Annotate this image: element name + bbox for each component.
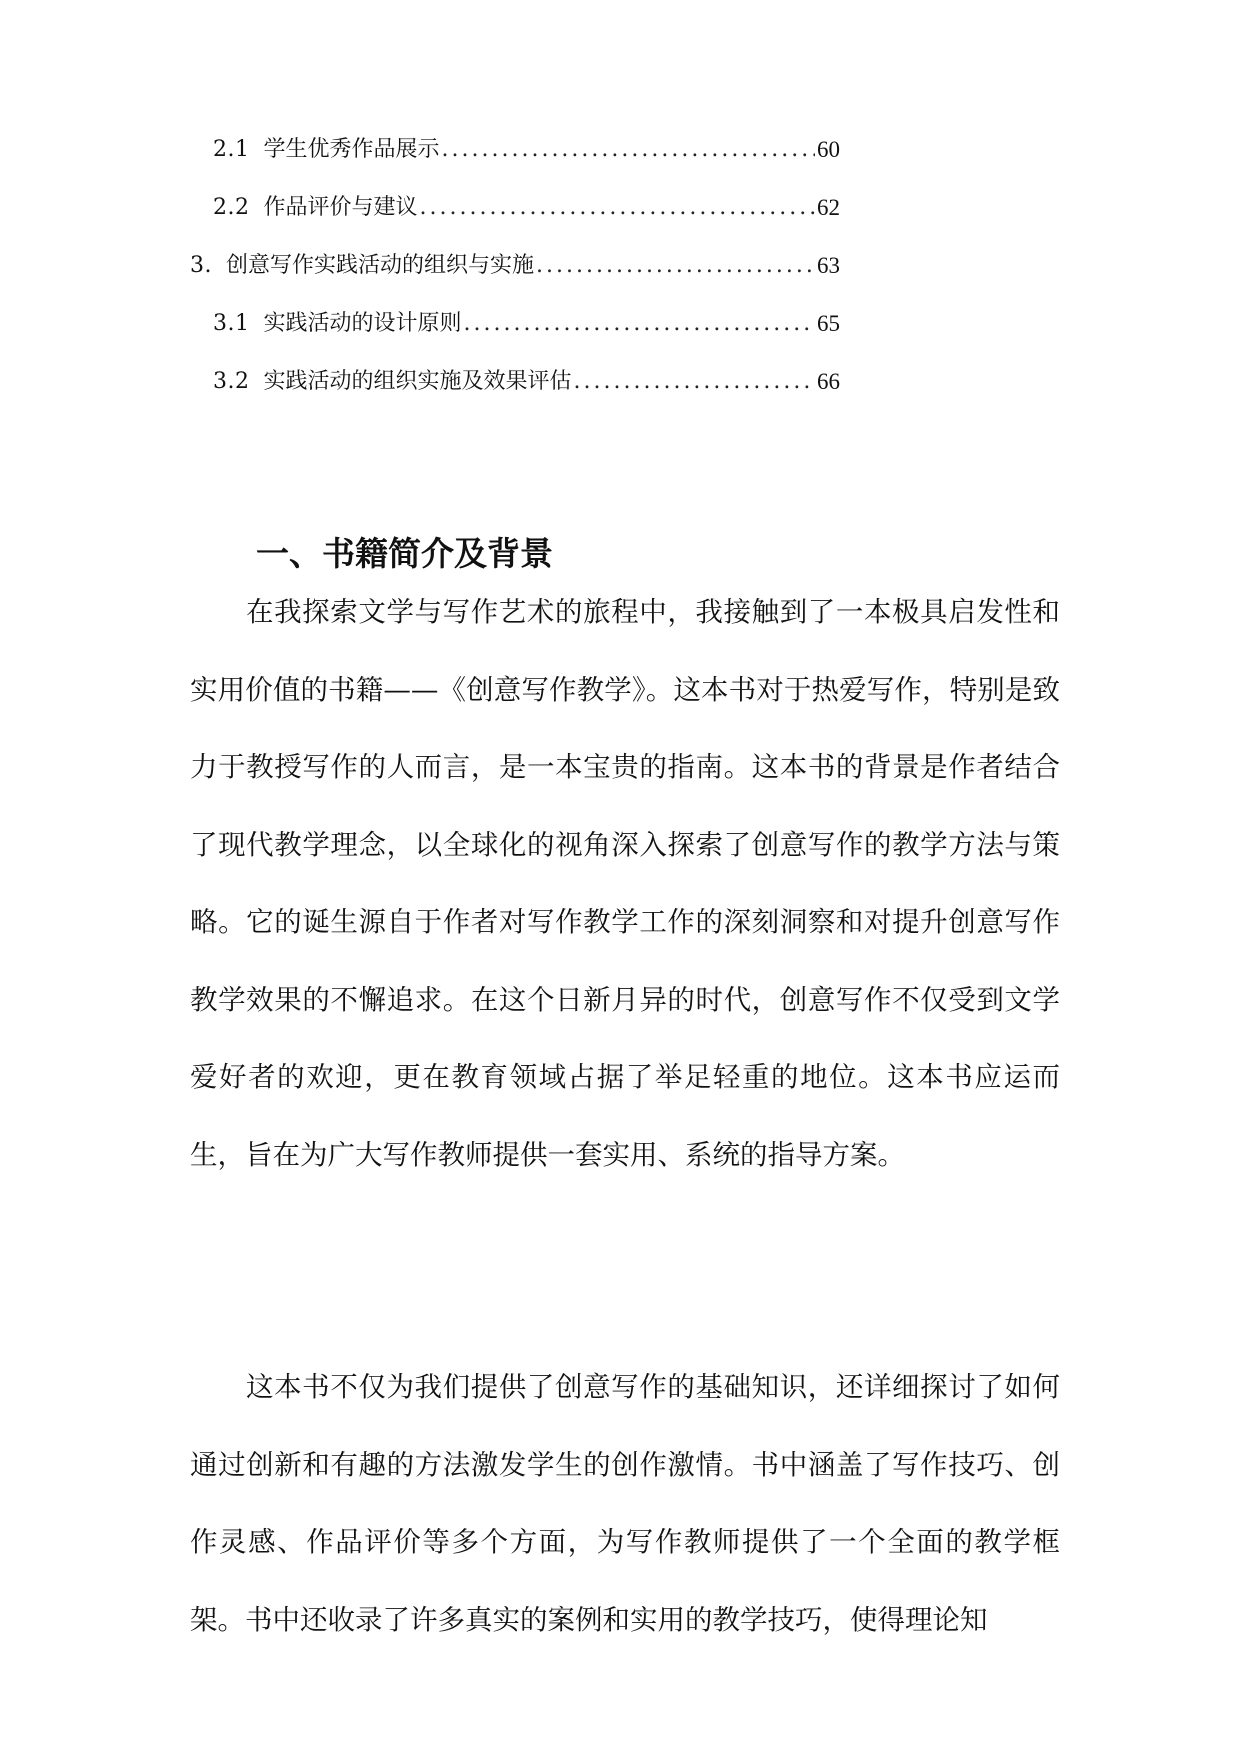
toc-entry-page: 63 — [817, 253, 840, 278]
toc-dot-leader — [574, 366, 815, 398]
toc-entry-2-2[interactable] — [213, 192, 840, 224]
toc-entry-number: 2.2 — [213, 195, 250, 220]
toc-dot-leader — [464, 308, 815, 340]
toc-entry-page: 66 — [817, 369, 840, 394]
toc-entry-2-1[interactable] — [213, 134, 840, 166]
toc-dot-leader — [536, 250, 815, 282]
toc-entry-3-2[interactable] — [213, 366, 840, 398]
section-heading: 一、书籍简介及背景 — [256, 534, 553, 574]
body-paragraph: 这本书不仅为我们提供了创意写作的基础知识，还详细探讨了如何通过创新和有趣的方法激发学生的创作激情。书中涵盖了写作技巧、创作灵感、作品评价等多个方面，为写作教师提供了一个全面的教学框架。书中还收录了许多真实的案例和实用的教学技巧，使得理论知 — [190, 1371, 1060, 1636]
toc-entry-number: 3.2 — [213, 369, 250, 394]
toc-entry-page: 62 — [817, 195, 840, 220]
toc-entry-number: 3. — [190, 253, 212, 278]
toc-entry-number: 2.1 — [213, 137, 250, 162]
toc-entry-page: 65 — [817, 311, 840, 336]
toc-dot-leader — [420, 192, 815, 224]
toc-entry-number: 3.1 — [213, 311, 250, 336]
body-paragraph: 在我探索文学与写作艺术的旅程中，我接触到了一本极具启发性和实用价值的书籍——《创意写作教学》。这本书对于热爱写作，特别是致力于教授写作的人而言，是一本宝贵的指南。这本书的背景是作者结合了现代教学理念，以全球化的视角深入探索了创意写作的教学方法与策略。它的诞生源自于作者对写作教学工作的深刻洞察和对提升创意写作教学效果的不懈追求。在这个日新月异的时代，创意写作不仅受到文学爱好者的欢迎，更在教育领域占据了举足轻重的地位。这本书应运而生，旨在为广大写作教师提供一套实用、系统的指导方案。 — [190, 596, 1060, 1171]
toc-entry-page: 60 — [817, 137, 840, 162]
toc-entry-3[interactable] — [190, 250, 840, 282]
toc-entry-title: 实践活动的设计原则 — [263, 311, 462, 336]
toc-entry-title: 作品评价与建议 — [263, 195, 418, 220]
toc-entry-title: 创意写作实践活动的组织与实施 — [226, 253, 535, 278]
toc-entry-title: 实践活动的组织实施及效果评估 — [263, 369, 572, 394]
toc-entry-title: 学生优秀作品展示 — [263, 137, 440, 162]
toc-dot-leader — [442, 134, 815, 166]
toc-entry-3-1[interactable] — [213, 308, 840, 340]
